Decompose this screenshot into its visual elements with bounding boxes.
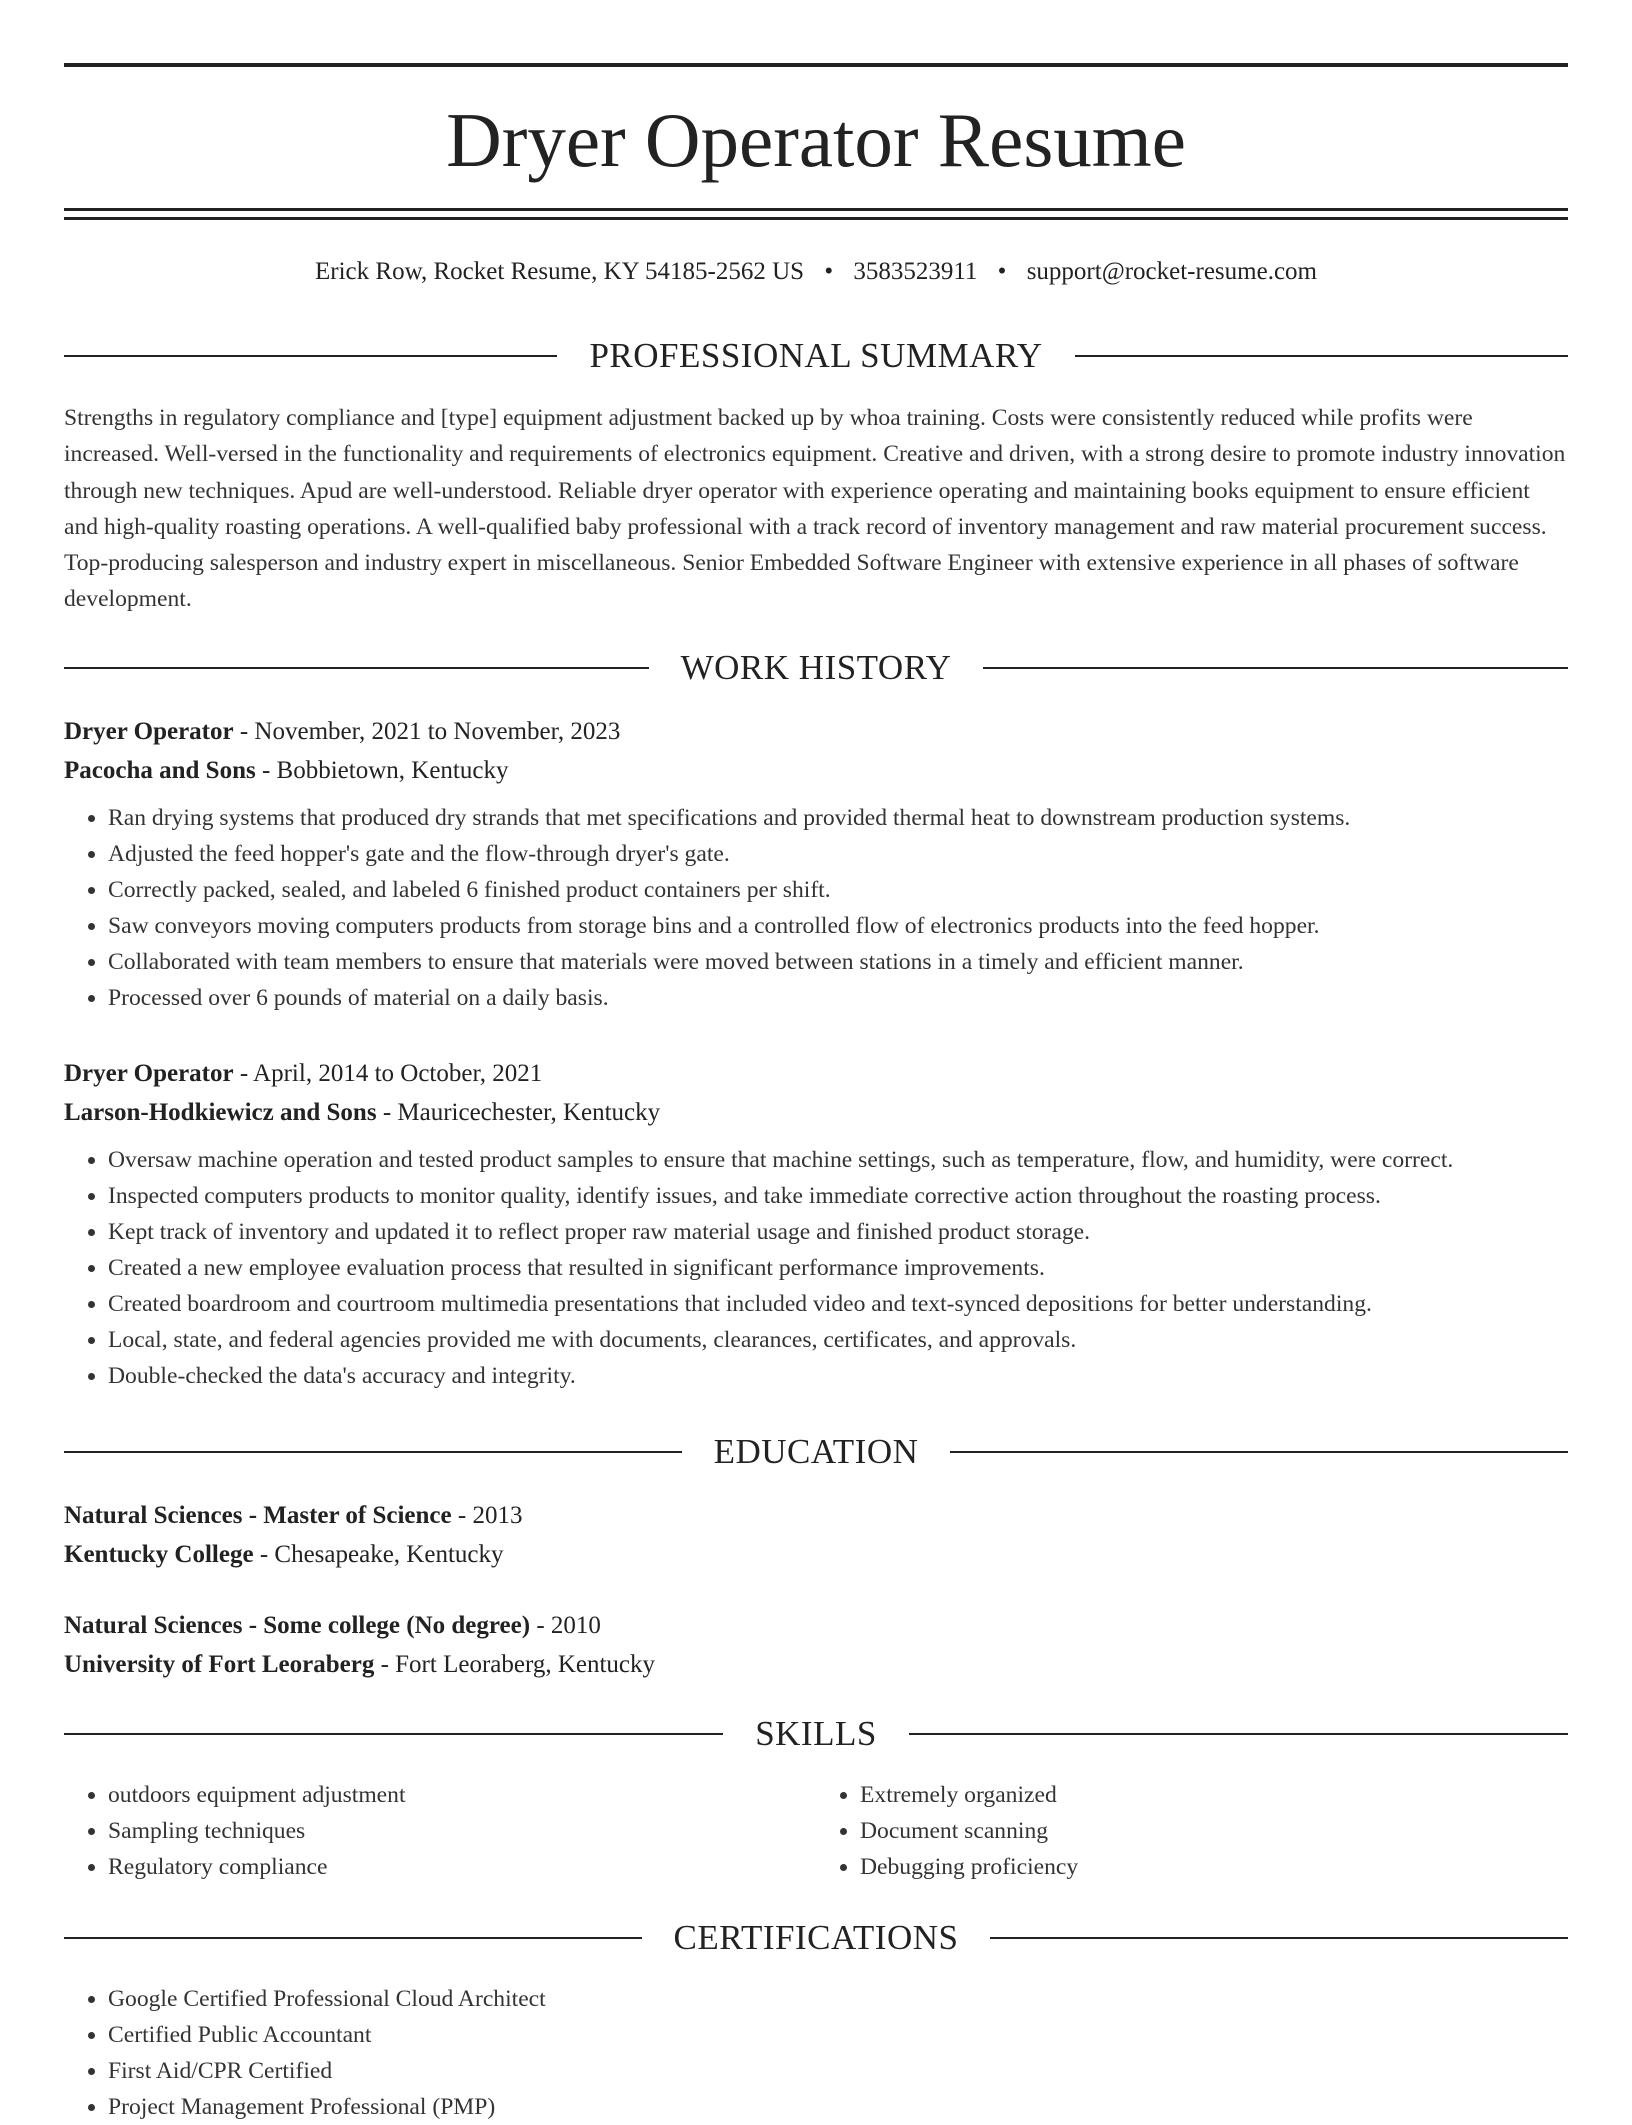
education-location: - Chesapeake, Kentucky: [253, 1541, 504, 1568]
certification-item: • Project Management Professional (PMP): [108, 2089, 1568, 2125]
heading-rule: [64, 667, 649, 669]
job-title-line: [64, 712, 1568, 751]
education-degree-line: [64, 1606, 1568, 1645]
job-bullet: • Processed over 6 pounds of material on a daily basis.: [108, 980, 1568, 1016]
job-title-line: [64, 1054, 1568, 1093]
education-school: Kentucky College: [64, 1541, 254, 1568]
heading-rule: [64, 1451, 682, 1453]
job-company-line: [64, 751, 1568, 790]
heading-rule: [1075, 355, 1568, 357]
certification-bullets: [64, 1981, 1568, 2125]
job-bullet: • Ran drying systems that produced dry strands that met specifications and provided thermal heat to downstream production systems.: [108, 800, 1568, 836]
heading-rule: [990, 1937, 1568, 1939]
skill-item: • Debugging proficiency: [860, 1849, 1568, 1885]
education-entry: [64, 1496, 1568, 1574]
heading-rule: [950, 1451, 1568, 1453]
job-company: Pacocha and Sons: [64, 757, 256, 784]
job-bullet: • Kept track of inventory and updated it to reflect proper raw material usage and finished product storage.: [108, 1214, 1568, 1250]
section-heading-summary: [64, 334, 1568, 378]
job-company: Larson-Hodkiewicz and Sons: [64, 1099, 377, 1126]
job-entry: [64, 712, 1568, 1016]
skill-item: • Sampling techniques: [108, 1813, 816, 1849]
skill-item: • Extremely organized: [860, 1777, 1568, 1813]
job-company-line: [64, 1093, 1568, 1132]
skill-item: • outdoors equipment adjustment: [108, 1777, 816, 1813]
job-title: Dryer Operator: [64, 718, 234, 745]
section-heading-work-history: [64, 646, 1568, 690]
job-entry: [64, 1054, 1568, 1394]
job-bullet: • Created boardroom and courtroom multimedia presentations that included video and text-synced depositions for better understanding.: [108, 1286, 1568, 1322]
resume-title: Dryer Operator Resume: [446, 97, 1186, 183]
certification-item: • Google Certified Professional Cloud Architect: [108, 1981, 1568, 2017]
skills-list: [64, 1777, 1568, 1885]
education-school-line: [64, 1645, 1568, 1684]
job-bullet: • Double-checked the data's accuracy and integrity.: [108, 1358, 1568, 1394]
skill-item: • Document scanning: [860, 1813, 1568, 1849]
contact-line: [64, 254, 1568, 290]
education-degree: Natural Sciences - Master of Science: [64, 1502, 452, 1529]
job-bullet: • Collaborated with team members to ensure that materials were moved between stations in a timely and efficient manner.: [108, 944, 1568, 980]
education-degree-line: [64, 1496, 1568, 1535]
heading-rule: [64, 1733, 723, 1735]
education-school-line: [64, 1535, 1568, 1574]
section-title: SKILLS: [755, 1714, 877, 1753]
section-title: CERTIFICATIONS: [673, 1918, 959, 1957]
section-heading-education: [64, 1430, 1568, 1474]
contact-address: Erick Row, Rocket Resume, KY 54185-2562 US: [315, 258, 805, 285]
section-heading-certifications: [64, 1916, 1568, 1960]
heading-rule: [983, 667, 1568, 669]
summary-text: Strengths in regulatory compliance and [type] equipment adjustment backed up by whoa training. Costs were consistently reduced while profits were increased. Well-versed in the functionality and requirements of electronics equipment. Creative and driven, with a strong desire to promote industry innovation through new techniques. Apud are well-understood. Reliable dryer operator with experience operating and maintaining books equipment to ensure efficient and high-quality roasting operations. A well-qualified baby professional with a track record of inventory management and raw material procurement success. Top-producing salesperson and industry expert in miscellaneous. Senior Embedded Software Engineer with extensive experience in all phases of software development.: [64, 405, 1566, 613]
skill-item: • Regulatory compliance: [108, 1849, 816, 1885]
job-bullet: • Created a new employee evaluation process that resulted in significant performance improvements.: [108, 1250, 1568, 1286]
heading-rule: [909, 1733, 1568, 1735]
contact-email: support@rocket-resume.com: [1026, 258, 1317, 285]
job-bullets: [64, 1142, 1568, 1394]
certifications-list: [64, 1981, 1568, 2125]
skills-column-left: [64, 1777, 816, 1885]
heading-rule: [64, 1937, 642, 1939]
job-bullet: • Local, state, and federal agencies provided me with documents, clearances, certificates, and approvals.: [108, 1322, 1568, 1358]
top-rule: [64, 63, 1568, 67]
certification-item: • Certified Public Accountant: [108, 2017, 1568, 2053]
job-dates: - April, 2014 to October, 2021: [233, 1060, 543, 1087]
contact-phone: 3583523911: [853, 258, 978, 285]
job-bullet: • Saw conveyors moving computers products from storage bins and a controlled flow of electronics products into the feed hopper.: [108, 908, 1568, 944]
title-double-rule: [64, 208, 1568, 220]
heading-rule: [64, 355, 557, 357]
job-bullet: • Oversaw machine operation and tested product samples to ensure that machine settings, such as temperature, flow, and humidity, were correct.: [108, 1142, 1568, 1178]
education-location: - Fort Leoraberg, Kentucky: [374, 1651, 656, 1678]
job-location: - Mauricechester, Kentucky: [376, 1099, 661, 1126]
education-degree: Natural Sciences - Some college (No degree): [64, 1612, 531, 1639]
section-heading-skills: [64, 1712, 1568, 1756]
section-title: WORK HISTORY: [680, 648, 952, 687]
section-title: EDUCATION: [713, 1432, 919, 1471]
education-entry: [64, 1606, 1568, 1684]
job-bullet: • Correctly packed, sealed, and labeled 6 finished product containers per shift.: [108, 872, 1568, 908]
job-bullets: [64, 800, 1568, 1016]
contact-separator: •: [824, 258, 834, 285]
education-year: - 2010: [530, 1612, 601, 1639]
job-title: Dryer Operator: [64, 1060, 234, 1087]
job-dates: - November, 2021 to November, 2023: [233, 718, 621, 745]
education-year: - 2013: [451, 1502, 523, 1529]
education-school: University of Fort Leoraberg: [64, 1651, 375, 1678]
certification-item: • First Aid/CPR Certified: [108, 2053, 1568, 2089]
skills-column-right: [816, 1777, 1568, 1885]
job-location: - Bobbietown, Kentucky: [255, 757, 509, 784]
job-bullet: • Inspected computers products to monitor quality, identify issues, and take immediate corrective action throughout the roasting process.: [108, 1178, 1568, 1214]
job-bullet: • Adjusted the feed hopper's gate and the flow-through dryer's gate.: [108, 836, 1568, 872]
section-title: PROFESSIONAL SUMMARY: [589, 336, 1043, 375]
contact-separator: •: [997, 258, 1007, 285]
